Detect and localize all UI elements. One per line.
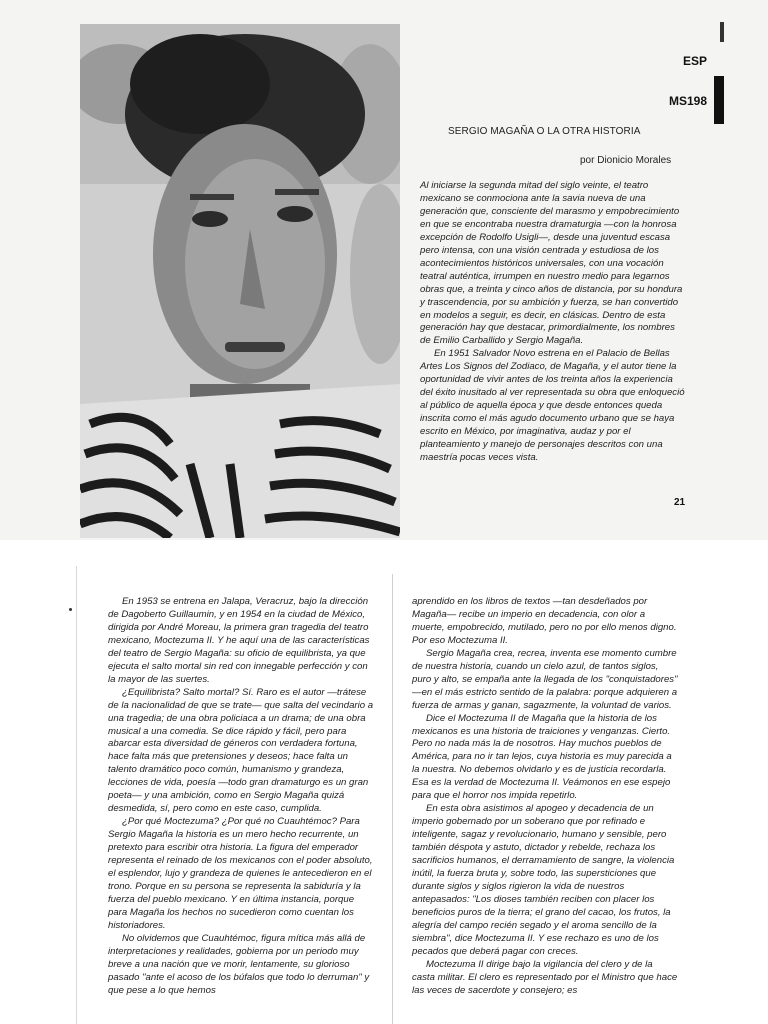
intro-paragraph: En 1951 Salvador Novo estrena en el Palacio de Bellas Artes Los Signos del Zodiaco, de Magaña, y el autor tiene la oportunidad de vivir antes de los treinta años la experiencia del éxito inusitado al ver representada su obra que enloqueció al público de aquella época y que desde entonces queda inscrita como el más agudo documento urbano que se haya escrito en México, por imaginativa, audaz y por el planteamiento y manejo de personajes descritos con una maestría pocas veces vista. (420, 348, 685, 464)
scan-edge-bar (714, 76, 724, 124)
portrait-image (80, 24, 400, 538)
intro-paragraph: Al iniciarse la segunda mitad del siglo veinte, el teatro mexicano se conmociona ante la savia nueva de una generación que, consciente del marasmo y empobrecimiento en que se encontraba nuestra dramaturgia —con la honrosa excepción de Rodolfo Usigli—, desde una juventud escasa pero intensa, con una visión centrada y estudiosa de los acontecimientos históricos universales, con una vocación teatral auténtica, irrumpen en nuestro medio para legarnos obras que, a treinta y cinco años de distancia, por su hondura y trascendencia, por su ambición y fuerza, se han convertido en modelos a seguir, es decir, en clásicas. Dentro de esta generación hay que destacar, primordialmente, los nombres de Emilio Carballido y Sergio Magaña. (420, 180, 683, 347)
body-paragraph: En esta obra asistimos al apogeo y decadencia de un imperio gobernado por un soberano que por refinado e inteligente, sagaz y revolucionario, humano y sensible, pero también déspota y astuto, dictador y rebelde, rechaza los sacrificios humanos, el derramamiento de sangre, la violencia inútil, la fuerza bruta y, sobre todo, las supersticiones que durante siglos y siglos rigieron la vida de nuestros antepasados: "Los dioses también reciben con placer los beneficios puros de la tierra; el grano del cacao, los frutos, la alegría del campo recién segado y el aroma sencillo de la siembra", dice Moctezuma II. Y ese rechazo es uno de los pecados que deberá pagar con creces. (412, 803, 675, 957)
page-number: 21 (674, 497, 686, 508)
author-portrait-photo (80, 24, 400, 538)
catalog-tag-id: MS198 (669, 94, 708, 108)
body-paragraph: ¿Equilibrista? Salto mortal? Sí. Raro es el autor —trátese de la nacionalidad de que se trate— que salta del vecindario a una tragedia; de una obra policiaca a un drama; de una obra musical a una comedia. Se dice rápido y fácil, pero para abarcar esta diversidad de géneros con verdadera fortuna, hace falta más que pretensiones y deseos; hace falta un talento dramático poco común, humanismo y grandeza, lecciones de vida, poesía —todo gran dramaturgo es un gran poeta— y una ambición, como en Sergio Magaña quizá desmedida, sí, pero como en este caso, cumplida. (108, 686, 374, 815)
article-byline: por Dionicio Morales (580, 155, 672, 166)
intro-text (420, 180, 686, 465)
left-column (108, 596, 374, 998)
body-paragraph: ¿Por qué Moctezuma? ¿Por qué no Cuauhtémoc? Para Sergio Magaña la historia es un mero hecho recurrente, un pretexto para escribir otra historia. La figura del emperador representa el reinado de los mexicanos con el poder absoluto, el esplendor, lujo y grandeza de quienes le antecedieron en el trono. Porque en su persona se representa la sabiduría y la fuerza del pueblo mexicano. Y en última instancia, porque para Magaña los hechos no sucedieron como cuentan los historiadores. (108, 816, 373, 931)
article-title: SERGIO MAGAÑA O LA OTRA HISTORIA (448, 126, 641, 137)
catalog-tag-language: ESP (683, 54, 708, 68)
right-column (412, 596, 678, 998)
body-paragraph: Dice el Moctezuma II de Magaña que la historia de los mexicanos es una historia de traiciones y venganzas. Cierto. Pero no nada más la de nosotros. Hay muchos pueblos de América, para no ir tan lejos, cuya historia es muy parecida a la nuestra. No debemos olvidarlo y es de justicia recordarla. Esa es la verdad de Moctezuma II. Veámonos en ese espejo para que el horror nos impida repetirlo. (412, 712, 672, 802)
body-paragraph: Moctezuma II dirige bajo la vigilancia del clero y de la casta militar. El clero es representado por el Ministro que hace las veces de sacerdote y consejero; es (412, 958, 678, 996)
body-paragraph: aprendido en los libros de textos —tan desdeñados por Magaña— recibe un imperio en decadencia, con olor a muerte, empobrecido, mutilado, pero no por ello menos digno. Por eso Moctezuma II. (412, 596, 677, 646)
body-paragraph: En 1953 se entrena en Jalapa, Veracruz, bajo la dirección de Dagoberto Guillaumin, y en 1954 en la ciudad de México, dirigida por André Moreau, la primera gran tragedia del teatro mexicano, Moctezuma II. Y he aquí una de las características del teatro de Sergio Magaña: su oficio de equilibrista, ya que ejecuta el salto mortal sin red con innegable perfección y con la mayor de las suertes. (108, 596, 370, 685)
body-paragraph: No olvidemos que Cuauhtémoc, figura mítica más allá de interpretaciones y realidades, gobierna por un periodo muy breve a una nación que ve morir, lentamente, su glorioso pasado "ante el acoso de los búfalos que todo lo derruman" y que pese a lo que hemos (108, 932, 370, 996)
scan-edge-mark (720, 22, 724, 42)
scan-edge-line (76, 566, 77, 1024)
scan-speck (69, 608, 72, 611)
body-paragraph: Sergio Magaña crea, recrea, inventa ese momento cumbre de nuestra historia, cuando un cielo azul, de tantos siglos, puro y alto, se empaña ante la llegada de los "conquistadores" —en el más estricto sentido de la palabra: porque adquieren a fuerza de armas y ganan, sagazmente, la voluntad de varios. (412, 647, 678, 711)
column-divider (392, 574, 393, 1024)
